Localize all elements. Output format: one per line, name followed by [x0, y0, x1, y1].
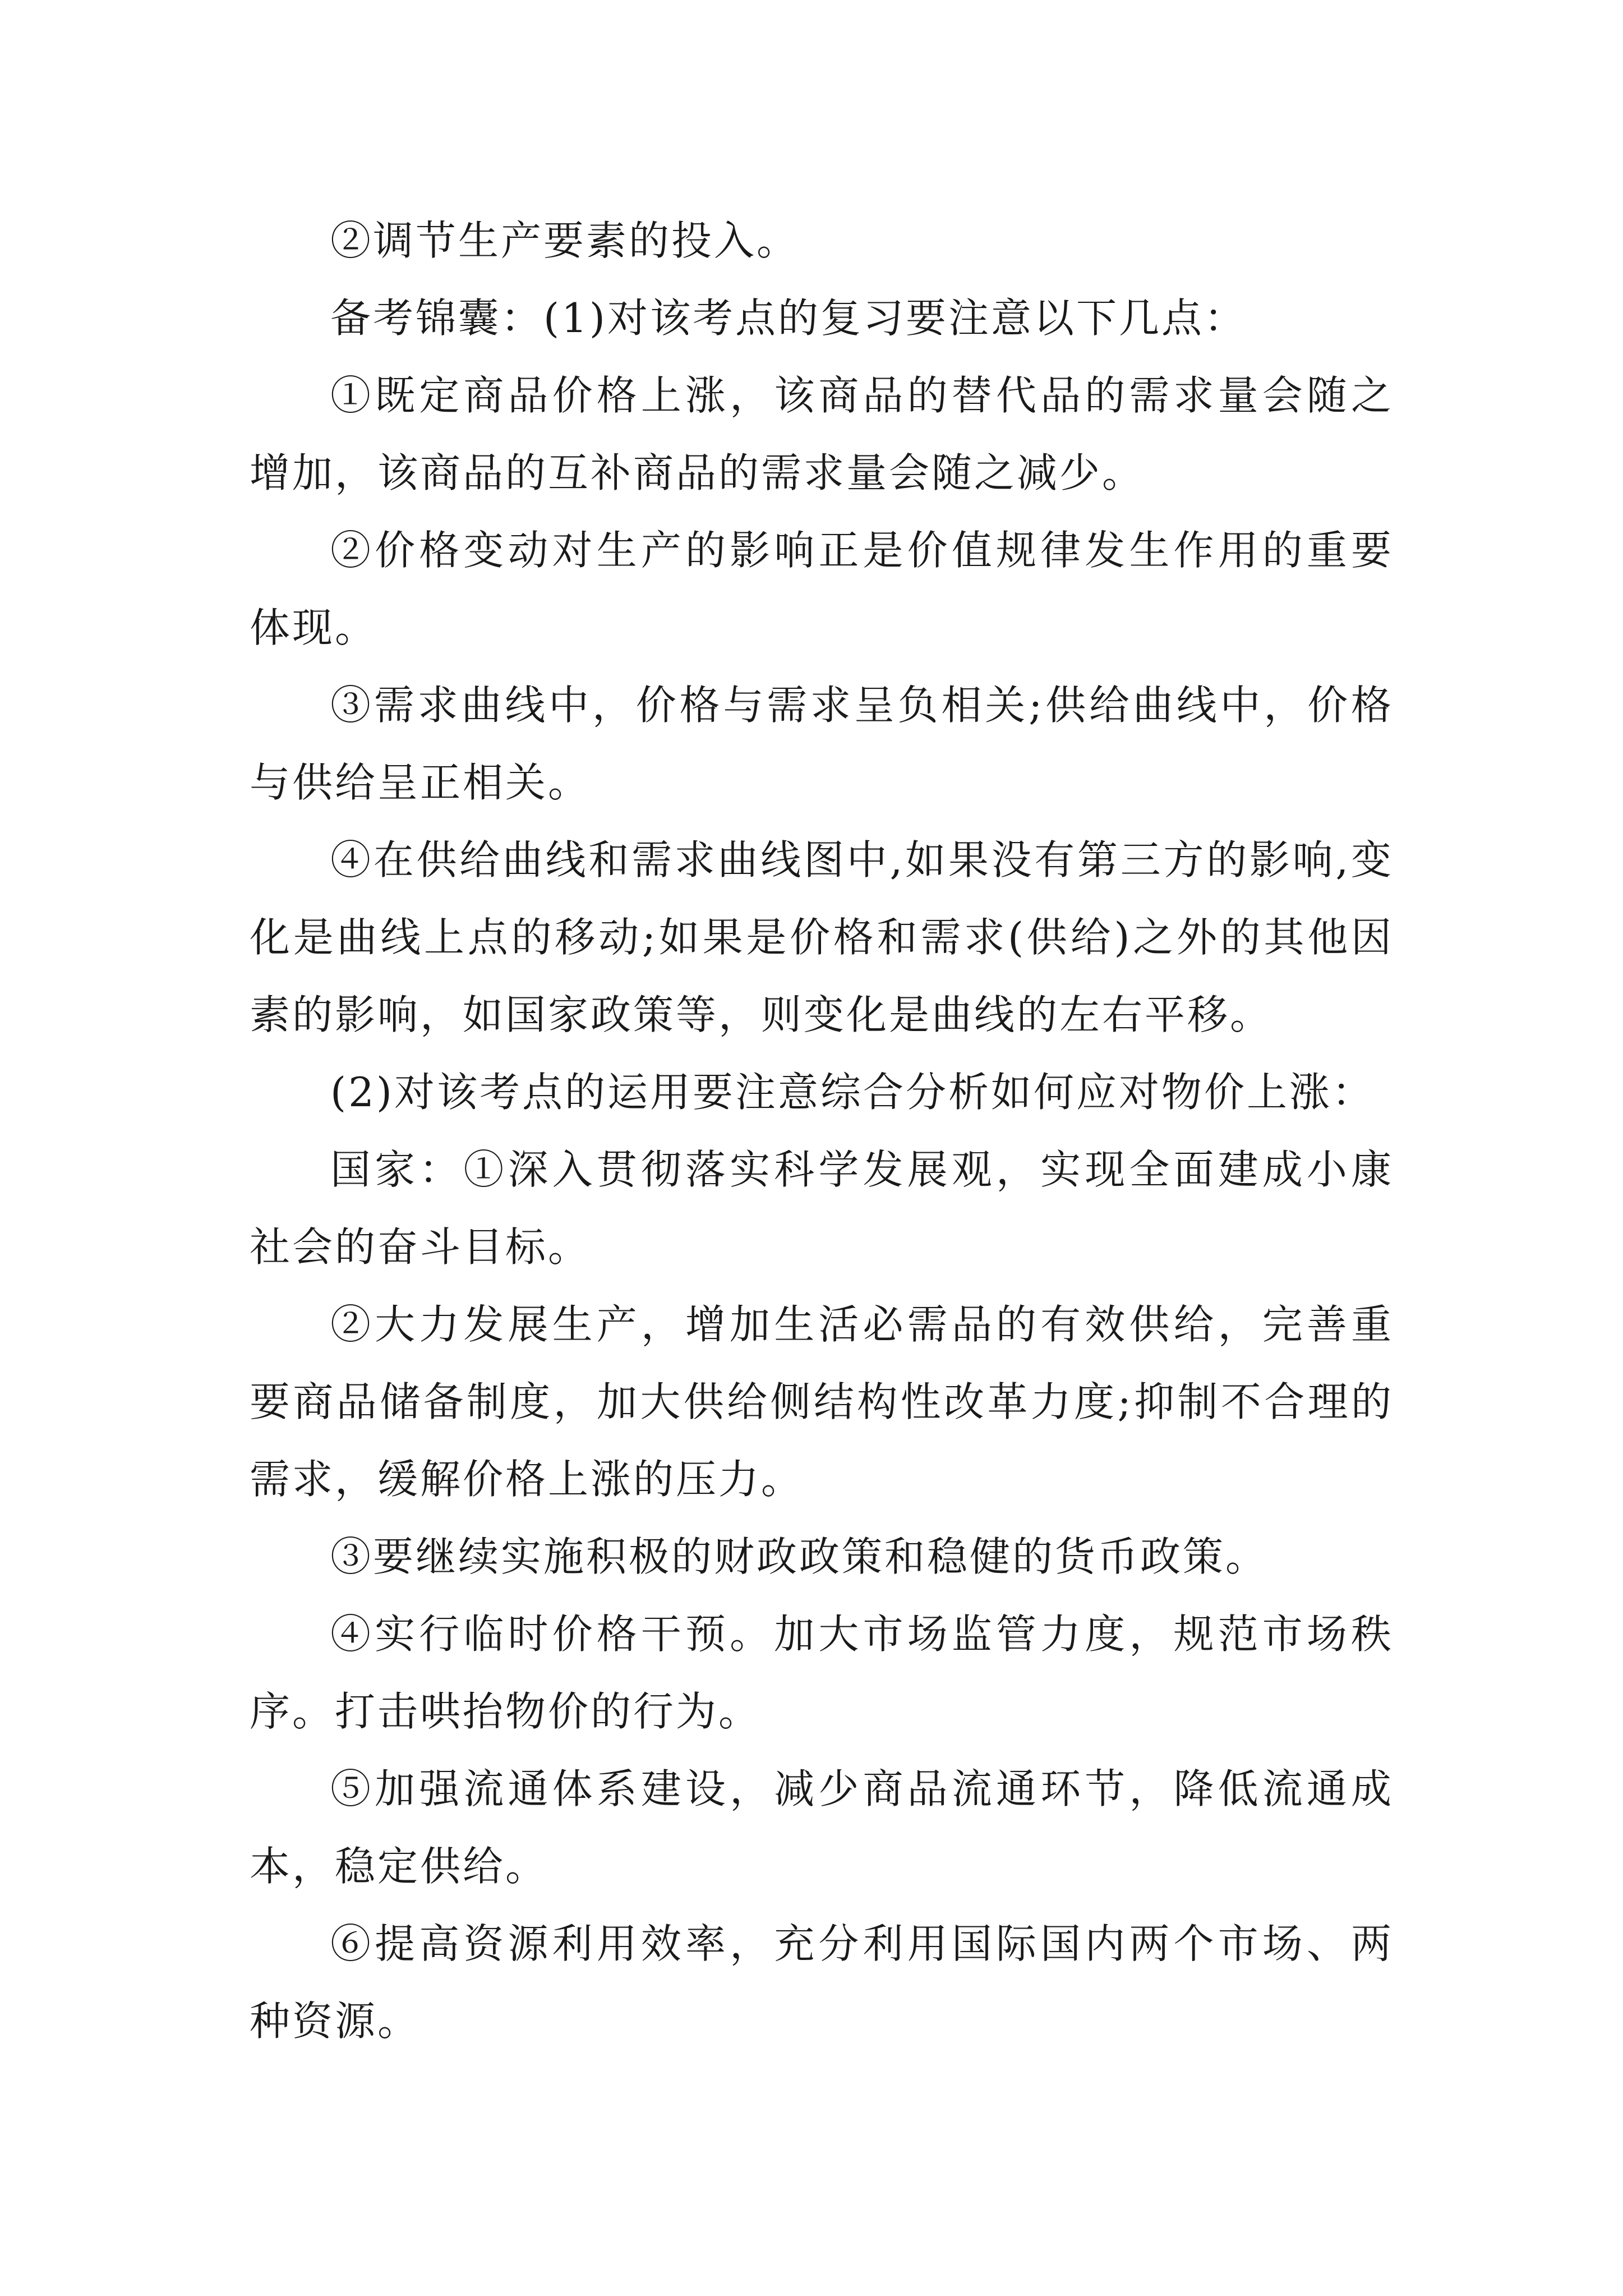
paragraph: 备考锦囊：(1)对该考点的复习要注意以下几点：: [330, 295, 1247, 342]
paragraph: ②价格变动对生产的影响正是价值规律发生作用的重要体现。: [250, 527, 1394, 651]
paragraph: ④实行临时价格干预。加大市场监管力度，规范市场秩序。打击哄抬物价的行为。: [250, 1611, 1394, 1735]
paragraph: 国家：①深入贯彻落实科学发展观，实现全面建成小康社会的奋斗目标。: [250, 1146, 1394, 1271]
paragraph: ②调节生产要素的投入。: [330, 217, 800, 264]
paragraph: ③需求曲线中，价格与需求呈负相关;供给曲线中，价格与供给呈正相关。: [250, 682, 1394, 806]
paragraph: ⑥提高资源利用效率，充分利用国际国内两个市场、两种资源。: [250, 1920, 1394, 2045]
paragraph: ④在供给曲线和需求曲线图中,如果没有第三方的影响,变化是曲线上点的移动;如果是价格和需求(供给)之外的其他因素的影响，如国家政策等，则变化是曲线的左右平移。: [250, 836, 1394, 1038]
document-body: [250, 202, 1394, 2060]
paragraph: ③要继续实施积极的财政政策和稳健的货币政策。: [330, 1533, 1269, 1580]
paragraph: ②大力发展生产，增加生活必需品的有效供给，完善重要商品储备制度，加大供给侧结构性改革力度;抑制不合理的需求，缓解价格上涨的压力。: [250, 1301, 1394, 1503]
paragraph: ①既定商品价格上涨，该商品的替代品的需求量会随之增加，该商品的互补商品的需求量会随之减少。: [250, 372, 1394, 496]
paragraph: ⑤加强流通体系建设，减少商品流通环节，降低流通成本，稳定供给。: [250, 1765, 1394, 1890]
paragraph: (2)对该考点的运用要注意综合分析如何应对物价上涨：: [330, 1069, 1375, 1116]
